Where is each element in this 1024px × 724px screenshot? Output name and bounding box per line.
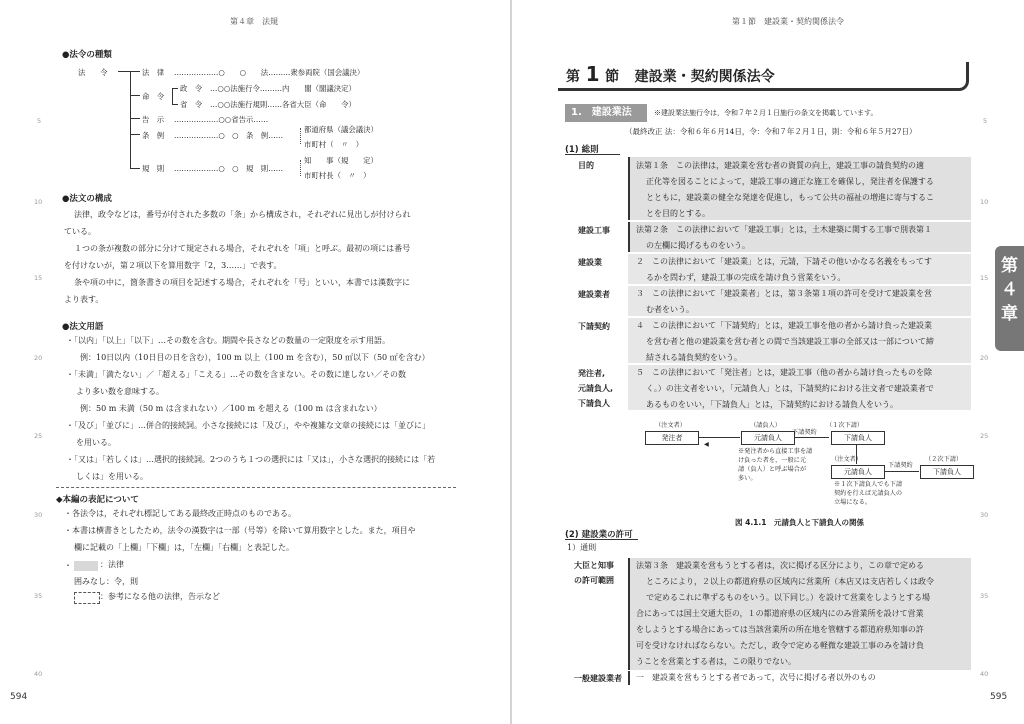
section-title-structure: ●法文の構成 <box>62 194 112 204</box>
label-construction-work: 建設工事 <box>578 226 610 235</box>
page-number: 594 <box>10 692 28 702</box>
tree-ordinance-municipality: 市町村（ 〃 ） <box>304 140 364 149</box>
line-number: 15 <box>34 274 43 282</box>
legend-gray-swatch <box>74 561 98 571</box>
box-subcontractor-1: 下請負人 <box>831 431 885 445</box>
revision-note: （最終改正 法：令和６年６月14日，令：令和７年２月１日，則：令和６年５月27日） <box>625 127 917 136</box>
line-number: 25 <box>34 432 43 440</box>
line-number: 20 <box>34 354 43 362</box>
tree-value-rule: ………………○ ○ 規 則…… <box>174 164 283 173</box>
tree-root: 法 令 <box>78 68 108 77</box>
section-title-notation: ◆本編の表記について <box>56 495 139 505</box>
line-number: 5 <box>983 117 988 125</box>
tree-node-cabinet-order: 政 令 <box>180 84 203 93</box>
label-contractor: 建設業者 <box>578 290 610 299</box>
line-number: 15 <box>980 274 989 282</box>
tree-value-notice: ………………○○省告示…… <box>174 115 269 124</box>
legend-no-box: 囲みなし：令，則 <box>74 577 138 586</box>
article-3-item-1: 一 建設業を営もうとする者であって，次号に掲げる者以外のもの <box>636 673 876 682</box>
line-number: 35 <box>980 592 989 600</box>
heading-general: (1) 総則 <box>565 145 599 155</box>
article-2-4: ４ この法律において「下請契約」とは，建設工事を他の者から請け負った建設業 を営む者と他の建設業を営む者との間で当該建設工事の全部又は一部について締 結される請負契約をいう。 <box>636 321 934 362</box>
article-1: 法第１条 この法律は，建設業を営む者の資質の向上，建設工事の請負契約の適 正化等を図ることによって，建設工事の適正な施工を確保し，発注者を保護する とともに，建設業の健全な発達を促進し，もって公共の福祉の増進に寄与するこ とを目的とする。 <box>636 161 934 218</box>
box-prime-contractor-2: 元請負人 <box>831 465 885 479</box>
box-orderer: 発注者 <box>645 431 699 445</box>
running-header: 第１節 建設業・契約関係法令 <box>732 17 844 26</box>
line-number: 30 <box>34 511 43 519</box>
tree-node-rule: 規 則 <box>142 164 165 173</box>
tree-node-law: 法 律 <box>142 68 165 77</box>
line-number: 35 <box>34 592 43 600</box>
tree-rule-mayor: 市町村長（ 〃 ） <box>304 171 371 180</box>
legend-dashed-swatch <box>74 592 100 604</box>
line-number: 5 <box>37 117 42 125</box>
tree-value-ministerial-order: …○○法施行規則……各省大臣（命 令） <box>210 100 356 109</box>
section-title-terms: ●法文用語 <box>62 322 104 332</box>
tree-value-law: ………………○ ○ 法………衆参両院（国会議決） <box>174 68 365 77</box>
subsection-title: 1. 建設業法 <box>565 104 647 122</box>
article-2: 法第２条 この法律において「建設工事」とは，土木建築に関する工事で別表第１ の左欄に掲げるものをいう。 <box>636 225 932 250</box>
line-number: 25 <box>980 432 989 440</box>
running-header: 第４章 法規 <box>230 17 278 26</box>
label-permit-scope-2: の許可範囲 <box>574 576 614 585</box>
tree-node-order: 命 令 <box>142 92 165 101</box>
tree-value-cabinet-order: …○○法施行令………内 閣（閣議決定） <box>210 84 356 93</box>
line-number: 40 <box>980 670 989 678</box>
box-subcontractor-2: 下請負人 <box>920 465 974 479</box>
line-number: 30 <box>980 511 989 519</box>
article-2-5: ５ この法律において「発注者」とは，建設工事（他の者から請け負ったものを除 く。）の注文者をいい，「元請負人」とは，下請契約における注文者で建設業者で あるものをいい，「下請負人」とは，下請契約における請負人をいう。 <box>636 368 934 409</box>
article-2-3: ３ この法律において「建設業者」とは，第３条第１項の許可を受けて建設業を営 む者をいう。 <box>636 289 932 314</box>
tree-node-ordinance: 条 例 <box>142 131 165 140</box>
legend-law: ：法律 <box>100 560 124 569</box>
label-subcontract: 下請契約 <box>578 322 610 331</box>
notation-list: ・各法令は，それぞれ標記してある最終改正時点のものである。 ・本書は横書きとしたため，法令の漢数字は一部（号等）を除いて算用数字とした。また，項目や 欄に記載の「上欄」「下欄」は，「左欄」「右欄」と表記した。 <box>64 509 416 552</box>
article-3: 法第３条 建設業を営もうとする者は，次に掲げる区分により，この章で定める ところにより，２以上の都道府県の区域内に営業所（本店又は支店若しくは政令 で定めるこれに準ずるものをいう。以下同じ。）を設けて営業をしようとする場 合にあっては国土交通大臣の，１の都道府県の区域内にのみ営業所を設けて営業 をしようとする場合にあっては当該営業所の所在地を管轄する都道府県知事の許 可を受けなければならない。ただし，政令で定める軽微な建設工事のみを請け負 うことを営業とする者は，この限りでない。 <box>636 561 934 666</box>
structure-paragraph: 法律，政令などは，番号が付された多数の「条」から構成され，それぞれに見出しが付けられ ている。 １つの条が複数の部分に分けて規定される場合，それぞれを「項」と呼ぶ。最初の項には番号 を付けないが，第２項以下を算用数字「2，3……」で表す。 条や項の中に，箇条書きの項目を記述する場合，それぞれを「号」といい，本書では漢数字に より表す。 <box>64 210 411 304</box>
heading-permit: (2) 建設業の許可 <box>565 530 633 540</box>
label-subcontractor: 下請負人 <box>578 399 610 408</box>
label-permit-scope-1: 大臣と知事 <box>574 561 614 570</box>
label-construction-business: 建設業 <box>578 258 602 267</box>
line-number: 40 <box>34 670 43 678</box>
diagram-caption: 図 4.1.1 元請負人と下請負人の関係 <box>735 518 864 527</box>
tree-value-ordinance: ………………○ ○ 条 例…… <box>174 131 283 140</box>
tree-node-ministerial-order: 省 令 <box>180 100 203 109</box>
line-number: 10 <box>980 198 989 206</box>
label-general-contractor: 一般建設業者 <box>574 674 622 683</box>
terms-list: ・「以内」「以上」「以下」…その数を含む。期間や長さなどの数量の一定限度を示す用語。 例：10日以内（10日目の日を含む），100 m 以上（100 m を含む），50 ㎡以下（50 ㎡を含む） ・「未満」「満たない」／「超える」「こえる」…その数を含まない。その数に達しない／その数 より多い数を意味する。 例：50 m 未満（50 m は含まれない）／100 m を超える（100 m は含まれない） ・「及び」「並びに」…併合的接続詞。小さな接続には「及び」，やや複雑な文章の接続には「並びに」 を用いる。 ・「又は」「若しくは」…選択的接続詞。2つのうち１つの選択には「又は」，小さな選択的接続には「若 しくは」を用いる。 <box>66 336 436 481</box>
chapter-side-tab: 第 ４ 章 <box>995 246 1024 351</box>
legend-reference: ：参考になる他の法律，告示など <box>100 592 220 601</box>
line-number: 10 <box>34 198 43 206</box>
diagram-note-2: ※１次下請負人でも下請 契約を行えば元請負人の 立場になる。 <box>834 481 903 506</box>
label-prime-contractor: 元請負人, <box>578 384 614 393</box>
tree-node-notice: 告 示 <box>142 115 165 124</box>
tree-rule-governor: 知 事（規 定） <box>304 156 378 165</box>
chapter-title: 第 1 節 建設業・契約関係法令 <box>566 62 775 86</box>
label-orderer: 発注者, <box>578 369 606 378</box>
line-number: 20 <box>980 354 989 362</box>
section-title-law-types: ●法令の種類 <box>62 50 112 60</box>
subsection-note: ※建設業法施行令は，令和７年２月１日施行の条文を掲載しています。 <box>654 109 878 117</box>
diagram-note-1: ※発注者から直接工事を請 け負った者を，一般に元 請（負人）と呼ぶ場合が 多い。 <box>738 448 813 482</box>
heading-general-rules: 1）通則 <box>567 543 597 552</box>
article-2-2: ２ この法律において「建設業」とは，元請，下請その他いかなる名義をもってす るかを問わず，建設工事の完成を請け負う営業をいう。 <box>636 257 932 282</box>
page-number: 595 <box>990 692 1008 702</box>
box-prime-contractor-1: 元請負人 <box>741 431 795 445</box>
tree-ordinance-prefecture: 都道府県（議会議決） <box>304 125 378 134</box>
left-page: 第４章 法規 5 10 15 20 25 30 35 40 594 ●法令の種類 法 令 法 律 ………………○ ○ 法………衆参両院（国会議決） 命 令 政 令 …○○法施行令………内 閣（閣議決定） 省 令 …○○法施行規則……各省大臣（命 令） 告 示 ………………○○省告示…… 条 例 ………………○ ○ 条 例…… 都道府県（議会議決） 市町村（ 〃 ） 規 則 ………………○ ○ 規 則…… 知 事（規 定） 市町村長（ 〃 ） ●法文の構成 法律，政令などは，番号が付された多数の「条」から構成され，それぞれに見出しが付けられ ている。 １つの条が複数の部分に分けて規定される場合，それぞれを「項」と呼ぶ。最初の項には番号 を付けないが，第２項以下を算用数字「2，3……」で表す。 条や項の中に，箇条書きの項目を記述する場合，それぞれを「号」といい，本書では漢数字に より表す。 ●法文用語 ・「以内」「以上」「以下」…その数を含む。期間や長さなどの数量の一定限度を示す用語。 例：10日以内（10日目の日を含む），100 m 以上（100 m を含む），50 ㎡以下（50 ㎡を含む） ・「未満」「満たない」／「超える」「こえる」…その数を含まない。その数に達しない／その数 より多い数を意味する。 例：50 m 未満（50 m は含まれない）／100 m を超える（100 m は含まれない） ・「及び」「並びに」…併合的接続詞。小さな接続には「及び」，やや複雑な文章の接続には「並びに」 を用いる。 ・「又は」「若しくは」…選択的接続詞。2つのうち１つの選択には「又は」，小さな選択的接続には「若 しくは」を用いる。 ◆本編の表記について ・各法令は，それぞれ標記してある最終改正時点のものである。 ・本書は横書きとしたため，法令の漢数字は一部（号等）を除いて算用数字とした。また，項目や 欄に記載の「上欄」「下欄」は，「左欄」「右欄」と表記した。 ・ ：法律 囲みなし：令，則 ：参考になる他の法律，告示など <box>0 0 510 724</box>
label-purpose: 目的 <box>578 161 594 170</box>
